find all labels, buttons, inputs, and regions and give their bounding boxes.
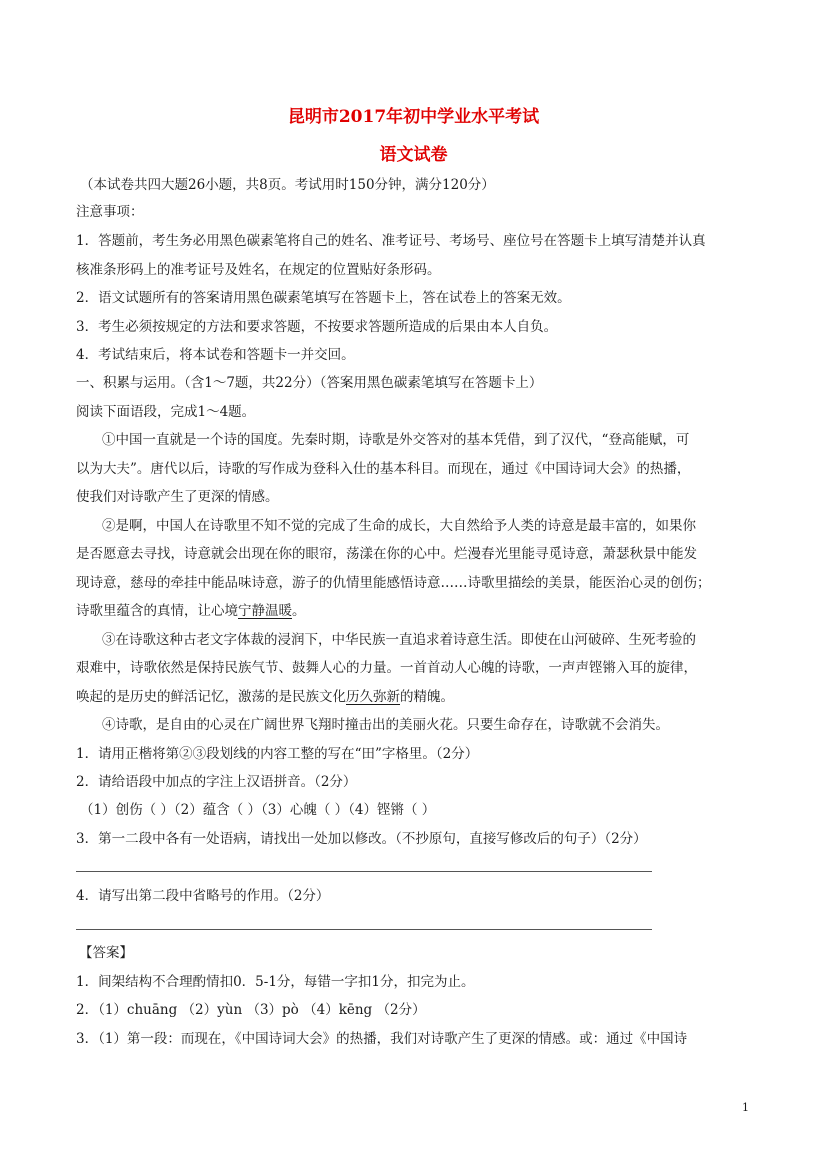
section-1-heading: 一、积累与运用。（含1～7题，共22分）（答案用黑色碳素笔填写在答题卡上） xyxy=(76,375,543,391)
passage-p1-line-2: 以为大夫”。唐代以后，诗歌的写作成为登科入仕的基本科目。而现在，通过《中国诗词大会》的热播， xyxy=(76,461,691,477)
passage-text: 。 xyxy=(292,603,306,619)
question-2-items: （1）创伤（ ）（2）蕴含（ ）（3）心魄（ ）（4）铿锵（ ） xyxy=(80,802,436,818)
answer-line-q4 xyxy=(76,929,652,930)
passage-p4-line-1: ④诗歌，是自由的心灵在广阔世界飞翔时撞击出的美丽火花。只要生命存在，诗歌就不会消失。 xyxy=(102,717,669,733)
page-number: 1 xyxy=(742,1101,749,1114)
passage-p2-line-2: 是否愿意去寻找，诗意就会出现在你的眼帘，荡漾在你的心中。烂漫春光里能寻觅诗意，萧瑟秋景中能发 xyxy=(76,546,697,562)
answer-1: 1．间架结构不合理酌情扣0．5-1分，每错一字扣1分，扣完为止。 xyxy=(76,974,475,990)
question-1: 1．请用正楷将第②③段划线的内容工整的写在“田”字格里。（2分） xyxy=(76,746,479,762)
passage-text: 诗歌里蕴含的真情，让心境 xyxy=(76,603,238,619)
answers-heading: 【答案】 xyxy=(79,945,133,961)
note-item-1-line-1: 1．答题前，考生务必用黑色碳素笔将自己的姓名、准考证号、考场号、座位号在答题卡上填写清楚并认真 xyxy=(76,233,706,249)
exam-info: （本试卷共四大题26小题，共8页。考试用时150分钟，满分120分） xyxy=(80,177,495,193)
underlined-phrase-p2: 宁静温暖 xyxy=(238,603,292,619)
notes-heading: 注意事项： xyxy=(76,204,144,220)
note-item-2: 2．语文试题所有的答案请用黑色碳素笔填写在答题卡上，答在试卷上的答案无效。 xyxy=(76,290,571,306)
passage-p1-line-3: 使我们对诗歌产生了更深的情感。 xyxy=(76,489,279,505)
exam-title: 昆明市2017年初中学业水平考试 xyxy=(287,107,540,127)
passage-text: 唤起的是历史的鲜活记忆，激荡的是民族文化 xyxy=(76,689,346,705)
underlined-phrase-p3: 历久弥新 xyxy=(346,689,400,705)
passage-p3-line-3 xyxy=(76,688,776,706)
passage-p2-line-1: ②是啊，中国人在诗歌里不知不觉的完成了生命的成长，大自然给予人类的诗意是最丰富的，如果你 xyxy=(102,518,696,534)
question-4: 4．请写出第二段中省略号的作用。（2分） xyxy=(76,888,330,904)
passage-p2-line-3: 现诗意，慈母的牵挂中能品味诗意，游子的仇情里能感悟诗意……诗歌里描绘的美景，能医治心灵的创伤； xyxy=(76,575,711,591)
answer-2: 2．（1）chuāng （2）yùn （3）pò （4）kēng （2分） xyxy=(76,1002,426,1018)
passage-p3-line-1: ③在诗歌这种古老文字体裁的浸润下，中华民族一直追求着诗意生活。即使在山河破碎、生死考验的 xyxy=(102,632,696,648)
answer-3: 3．（1）第一段：而现在，《中国诗词大会》的热播，我们对诗歌产生了更深的情感。或：通过《中国诗 xyxy=(76,1031,688,1047)
passage-p2-line-4 xyxy=(76,602,776,620)
note-item-1-line-2: 核准条形码上的准考证号及姓名，在规定的位置贴好条形码。 xyxy=(76,262,441,278)
section-1-instruction: 阅读下面语段，完成1～4题。 xyxy=(76,404,256,420)
exam-subtitle: 语文试卷 xyxy=(379,145,448,165)
question-3: 3．第一二段中各有一处语病，请找出一处加以修改。（不抄原句，直接写修改后的句子）（2分） xyxy=(76,831,647,847)
note-item-4: 4．考试结束后，将本试卷和答题卡一并交回。 xyxy=(76,347,355,363)
passage-p1-line-1: ①中国一直就是一个诗的国度。先秦时期，诗歌是外交答对的基本凭借，到了汉代，“登高能赋，可 xyxy=(102,432,690,448)
answer-line-q3 xyxy=(76,871,652,872)
note-item-3: 3．考生必须按规定的方法和要求答题，不按要求答题所造成的后果由本人自负。 xyxy=(76,319,558,335)
passage-p3-line-2: 艰难中，诗歌依然是保持民族气节、鼓舞人心的力量。一首首动人心魄的诗歌，一声声铿锵入耳的旋律， xyxy=(76,660,697,676)
question-2: 2．请给语段中加点的字注上汉语拼音。（2分） xyxy=(76,774,357,790)
passage-text: 的精魄。 xyxy=(400,689,454,705)
